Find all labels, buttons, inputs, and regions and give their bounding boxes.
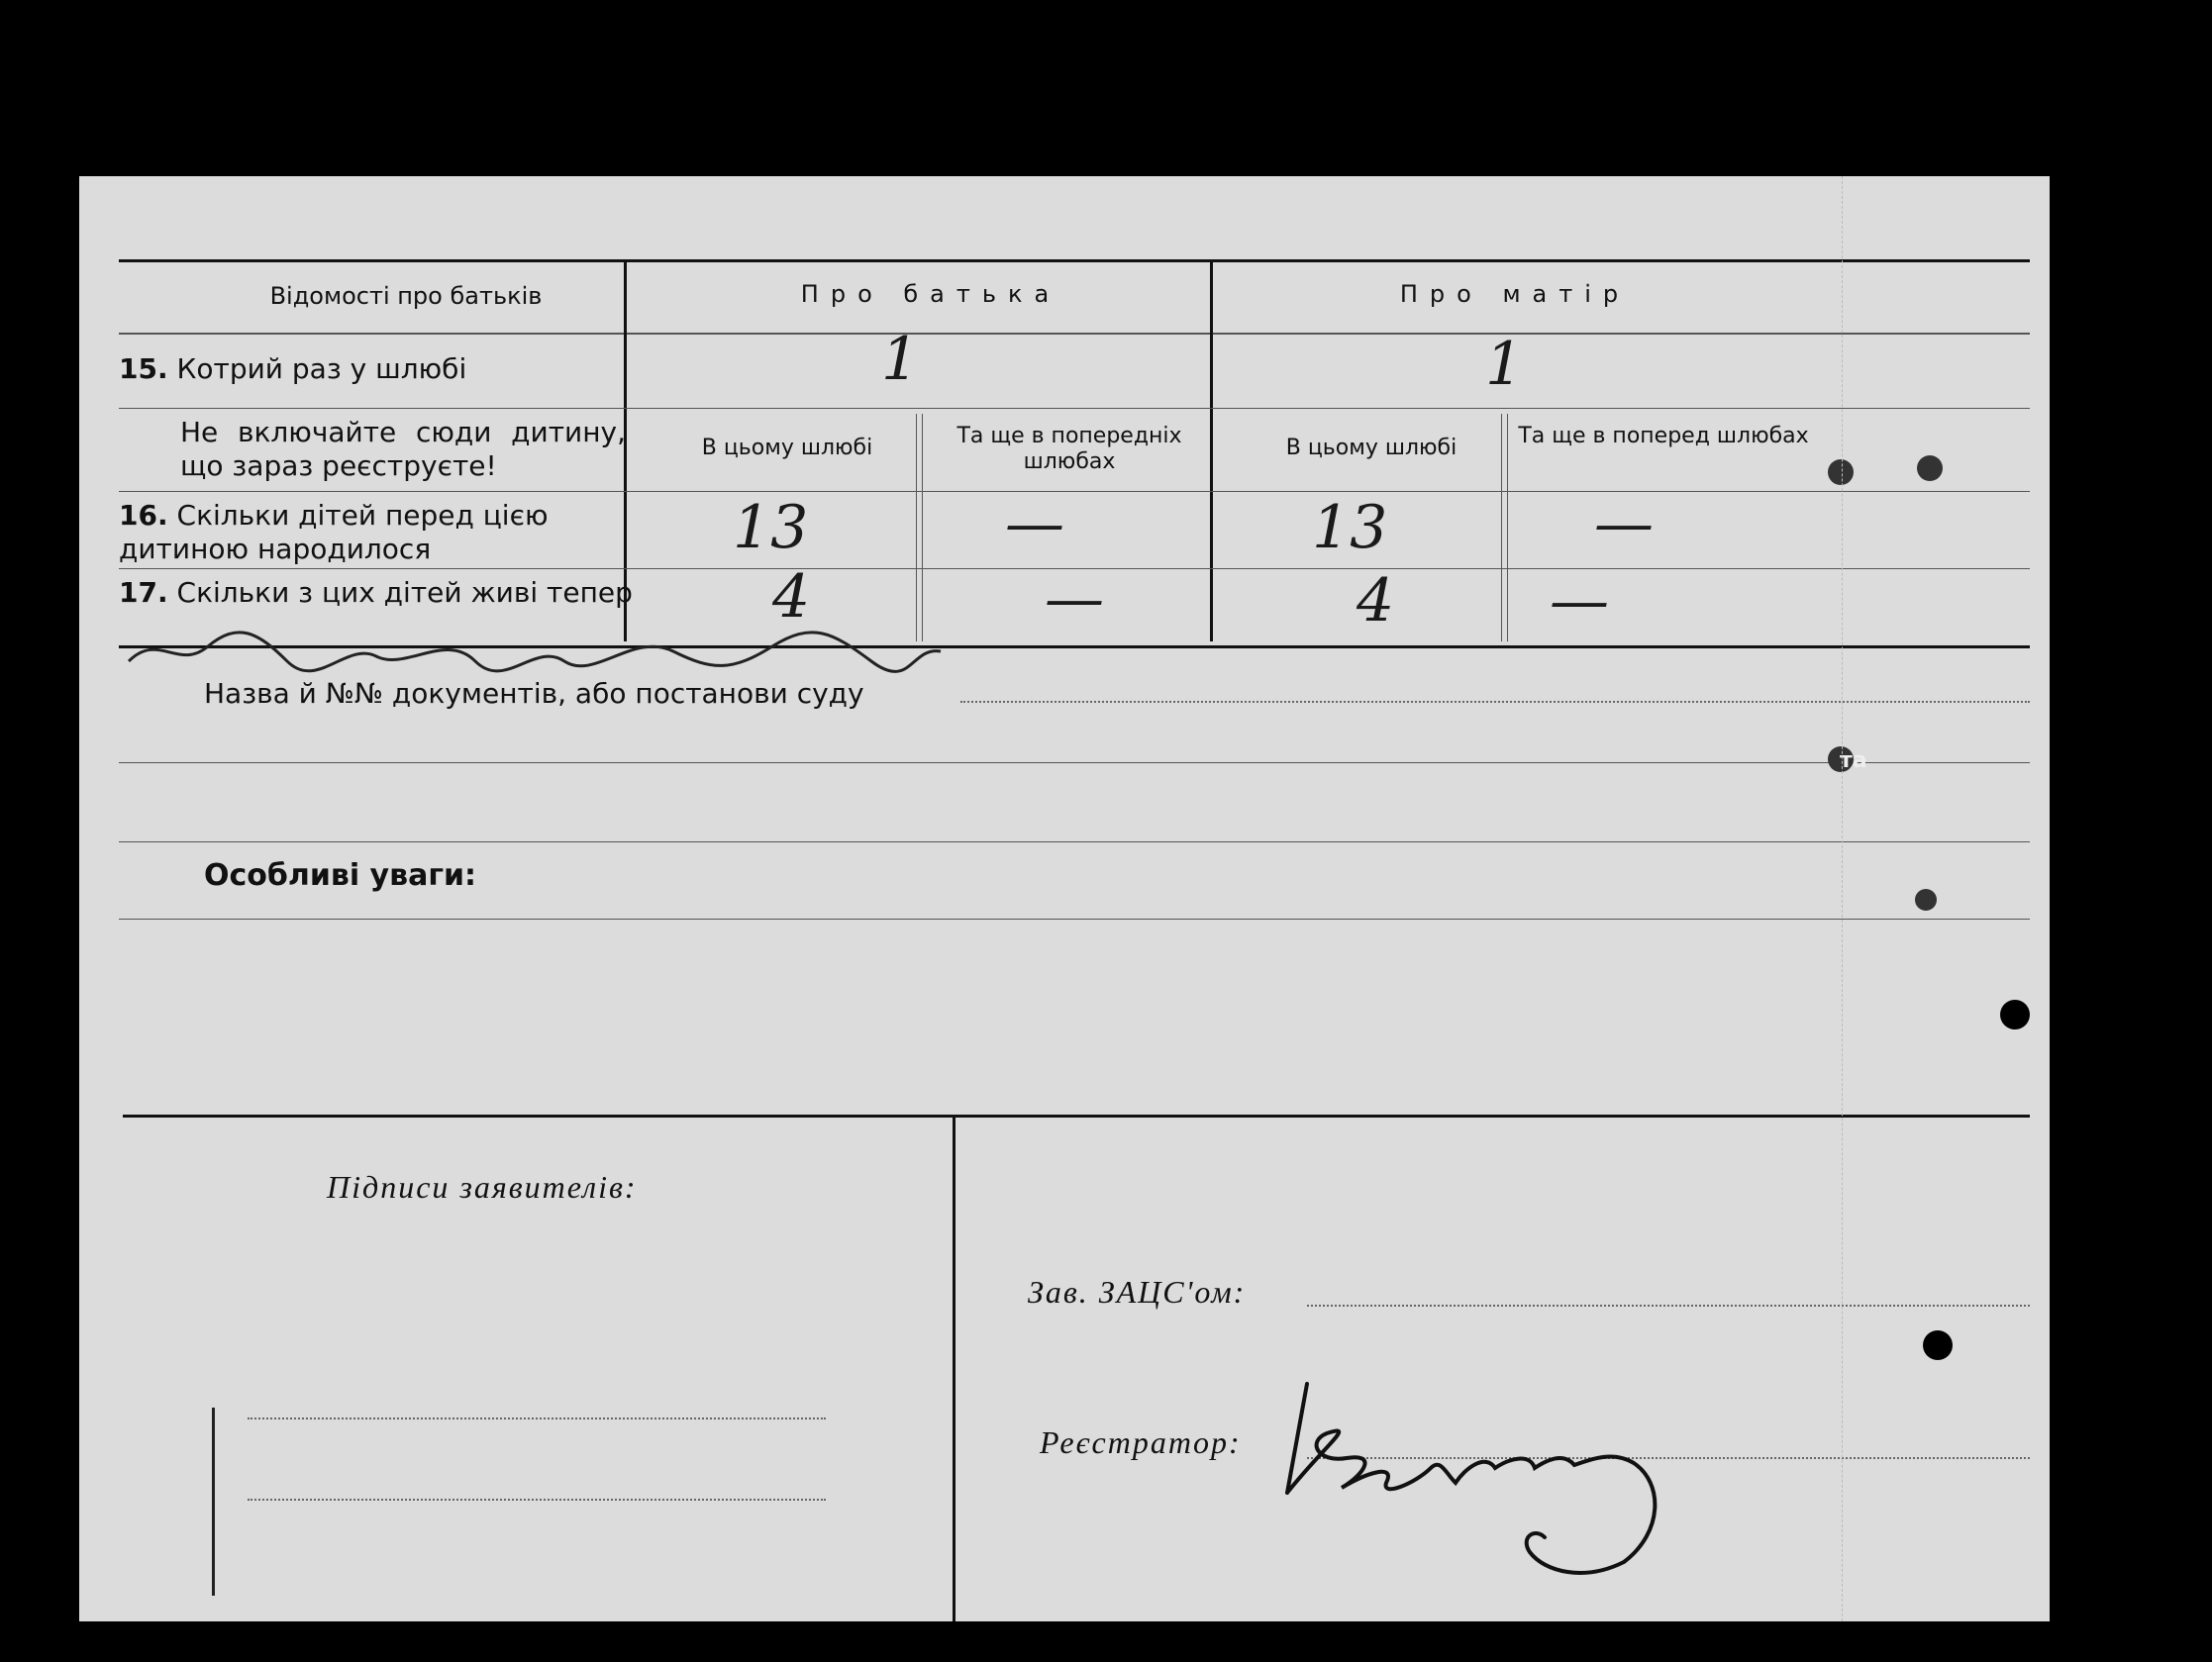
documents-dotted-line: [960, 701, 2030, 703]
sub-divider-mother-b: [1507, 414, 1508, 641]
signature-section-top-border: [123, 1115, 2030, 1118]
row15-father-value: 1: [881, 325, 920, 394]
row16-mother-this: 13: [1312, 493, 1388, 562]
subheader-mother-prev-marriages: Та ще в поперед шлюбах: [1518, 424, 1809, 448]
signature-line-1: [248, 1418, 826, 1419]
row15-number: 15.: [119, 352, 168, 385]
row17-father-prev: —: [1045, 564, 1104, 634]
subheader-father-prev-marriages: Та ще в попередніх шлюбах: [956, 424, 1182, 474]
registrar-label: Реєстратор:: [1040, 1424, 1242, 1460]
registration-form-back: [79, 176, 2050, 1621]
punch-hole: [1915, 889, 1937, 911]
row17-father-this: 4: [772, 562, 811, 632]
row17-mother-prev: —: [1550, 566, 1609, 635]
documents-line-2: [119, 762, 2030, 763]
header-parents-info: Відомості про батьків: [269, 282, 543, 310]
subheader-father-this-marriage: В цьому шлюбі: [701, 436, 873, 460]
remarks-line: [119, 919, 2030, 920]
row17-mother-this: 4: [1357, 566, 1395, 635]
note-exclude-child: Не включайте сюди дитину, що зараз реєструєте!: [180, 416, 626, 482]
row15-divider: [119, 408, 2030, 409]
note-divider: [119, 491, 2030, 492]
table-top-border: [119, 259, 2030, 262]
documents-line-3: [119, 841, 2030, 842]
head-zags-line: [1307, 1305, 2030, 1307]
handwritten-note-scribble: [119, 592, 960, 691]
row16-label: Скільки дітей перед цією дитиною народилося: [119, 499, 549, 565]
punch-hole: [1828, 459, 1854, 485]
margin-fold-line: [1842, 176, 1843, 1621]
row16-father-prev: —: [1005, 489, 1064, 558]
row15-mother-value: 1: [1485, 330, 1524, 399]
row16-father-this: 13: [733, 493, 809, 562]
documents-label: Назва й №№ документів, або постанови суду: [204, 677, 864, 710]
signature-bracket: [212, 1408, 215, 1596]
row16-mother-prev: —: [1594, 489, 1654, 558]
row17-number: 17.: [119, 576, 168, 609]
header-father: Про батька: [800, 280, 1061, 308]
signature-section-divider: [953, 1115, 955, 1621]
remarks-label: Особливі уваги:: [204, 858, 477, 893]
subheader-mother-this-marriage: В цьому шлюбі: [1285, 436, 1458, 460]
punch-hole: [2000, 1000, 2030, 1029]
punch-hole: [1917, 455, 1943, 481]
row15-label: Котрий раз у шлюбі: [176, 352, 467, 385]
head-zags-label: Зав. ЗАЦС'ом:: [1028, 1274, 1247, 1310]
header-divider: [119, 333, 2030, 335]
row16-number: 16.: [119, 499, 168, 532]
signature-line-2: [248, 1499, 826, 1501]
registrar-signature: [1267, 1364, 1723, 1582]
header-mother: Про матір: [1399, 280, 1631, 308]
row17-label: Скільки з цих дітей живі тепер: [176, 576, 633, 609]
punch-hole: [1923, 1330, 1953, 1360]
margin-text-fragment: та: [1840, 748, 1867, 773]
sub-divider-mother-a: [1501, 414, 1502, 641]
signatures-label: Підписи заявителів:: [327, 1169, 638, 1205]
